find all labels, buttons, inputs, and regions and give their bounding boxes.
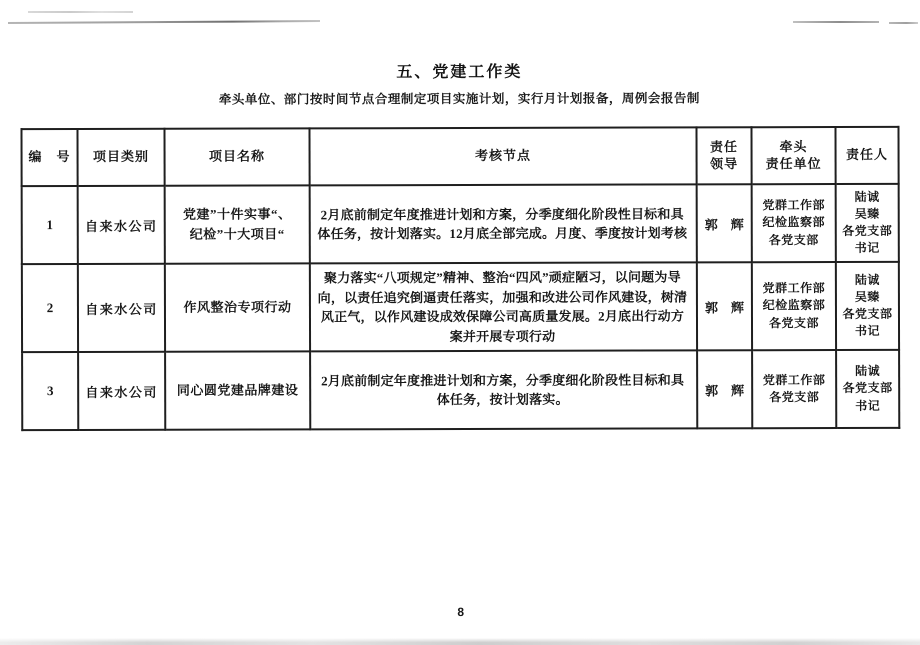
column-header-lead-unit: 牵头 责任单位 [751, 127, 835, 184]
cell-responsible-leader: 郭 辉 [697, 262, 752, 350]
cell-serial: 2 [22, 264, 78, 352]
cell-responsible-person: 陆诚 吴臻 各党支部 书记 [836, 184, 899, 262]
section-title: 五、党建工作类 [396, 63, 523, 82]
cell-responsible-person: 陆诚 吴臻 各党支部 书记 [836, 262, 899, 350]
cell-assessment-node: 2月底前制定年度推进计划和方案，分季度细化阶段性目标和具体任务，按计划落实。 [310, 350, 697, 429]
cell-serial: 3 [22, 352, 78, 430]
column-header-serial: 编 号 [21, 129, 77, 186]
cell-category: 自来水公司 [78, 352, 165, 430]
cell-project-name: 党建”十件实事“、 纪检”十大项目“ [165, 185, 310, 263]
projects-table [20, 126, 900, 431]
cell-serial: 1 [22, 186, 78, 264]
cell-project-name: 作风整治专项行动 [165, 263, 310, 351]
table-row [22, 184, 899, 264]
cell-assessment-node: 2月底前制定年度推进计划和方案，分季度细化阶段性目标和具体任务，按计划落实。12月底全部完成。月度、季度按计划考核 [310, 184, 697, 263]
cell-responsible-leader: 郭 辉 [697, 350, 752, 428]
column-header-category: 项目类别 [77, 129, 164, 186]
cell-lead-unit: 党群工作部 纪检监察部 各党支部 [752, 184, 836, 262]
table-row [22, 350, 899, 430]
section-subtitle: 牵头单位、部门按时间节点合理制定项目实施计划，实行月计划报备，周例会报告制 [218, 91, 700, 107]
cell-responsible-leader: 郭 辉 [697, 184, 752, 262]
cell-assessment-node: 聚力落实“八项规定”精神、整治“四风”顽症陋习，以问题为导向，以责任追究倒逼责任落实，加强和改进公司作风建设，树清风正气，以作风建设成效保障公司高质量发展。2月底出行动方案并开展专项行动 [310, 262, 697, 351]
cell-lead-unit: 党群工作部 纪检监察部 各党支部 [752, 262, 836, 350]
table-header-row [21, 127, 898, 186]
column-header-responsible-person: 责任人 [835, 127, 898, 184]
cell-lead-unit: 党群工作部 各党支部 [752, 350, 836, 428]
cell-category: 自来水公司 [78, 186, 165, 264]
column-header-responsible-leader: 责任 领导 [696, 127, 751, 184]
cell-responsible-person: 陆诚 各党支部 书记 [836, 350, 899, 428]
document-header [0, 58, 919, 108]
table-row [22, 262, 899, 352]
cell-category: 自来水公司 [78, 264, 165, 352]
cell-project-name: 同心圆党建品牌建设 [165, 351, 310, 429]
column-header-project-name: 项目名称 [164, 128, 309, 185]
page-number: 8 [457, 604, 465, 620]
column-header-assessment-node: 考核节点 [309, 127, 696, 185]
